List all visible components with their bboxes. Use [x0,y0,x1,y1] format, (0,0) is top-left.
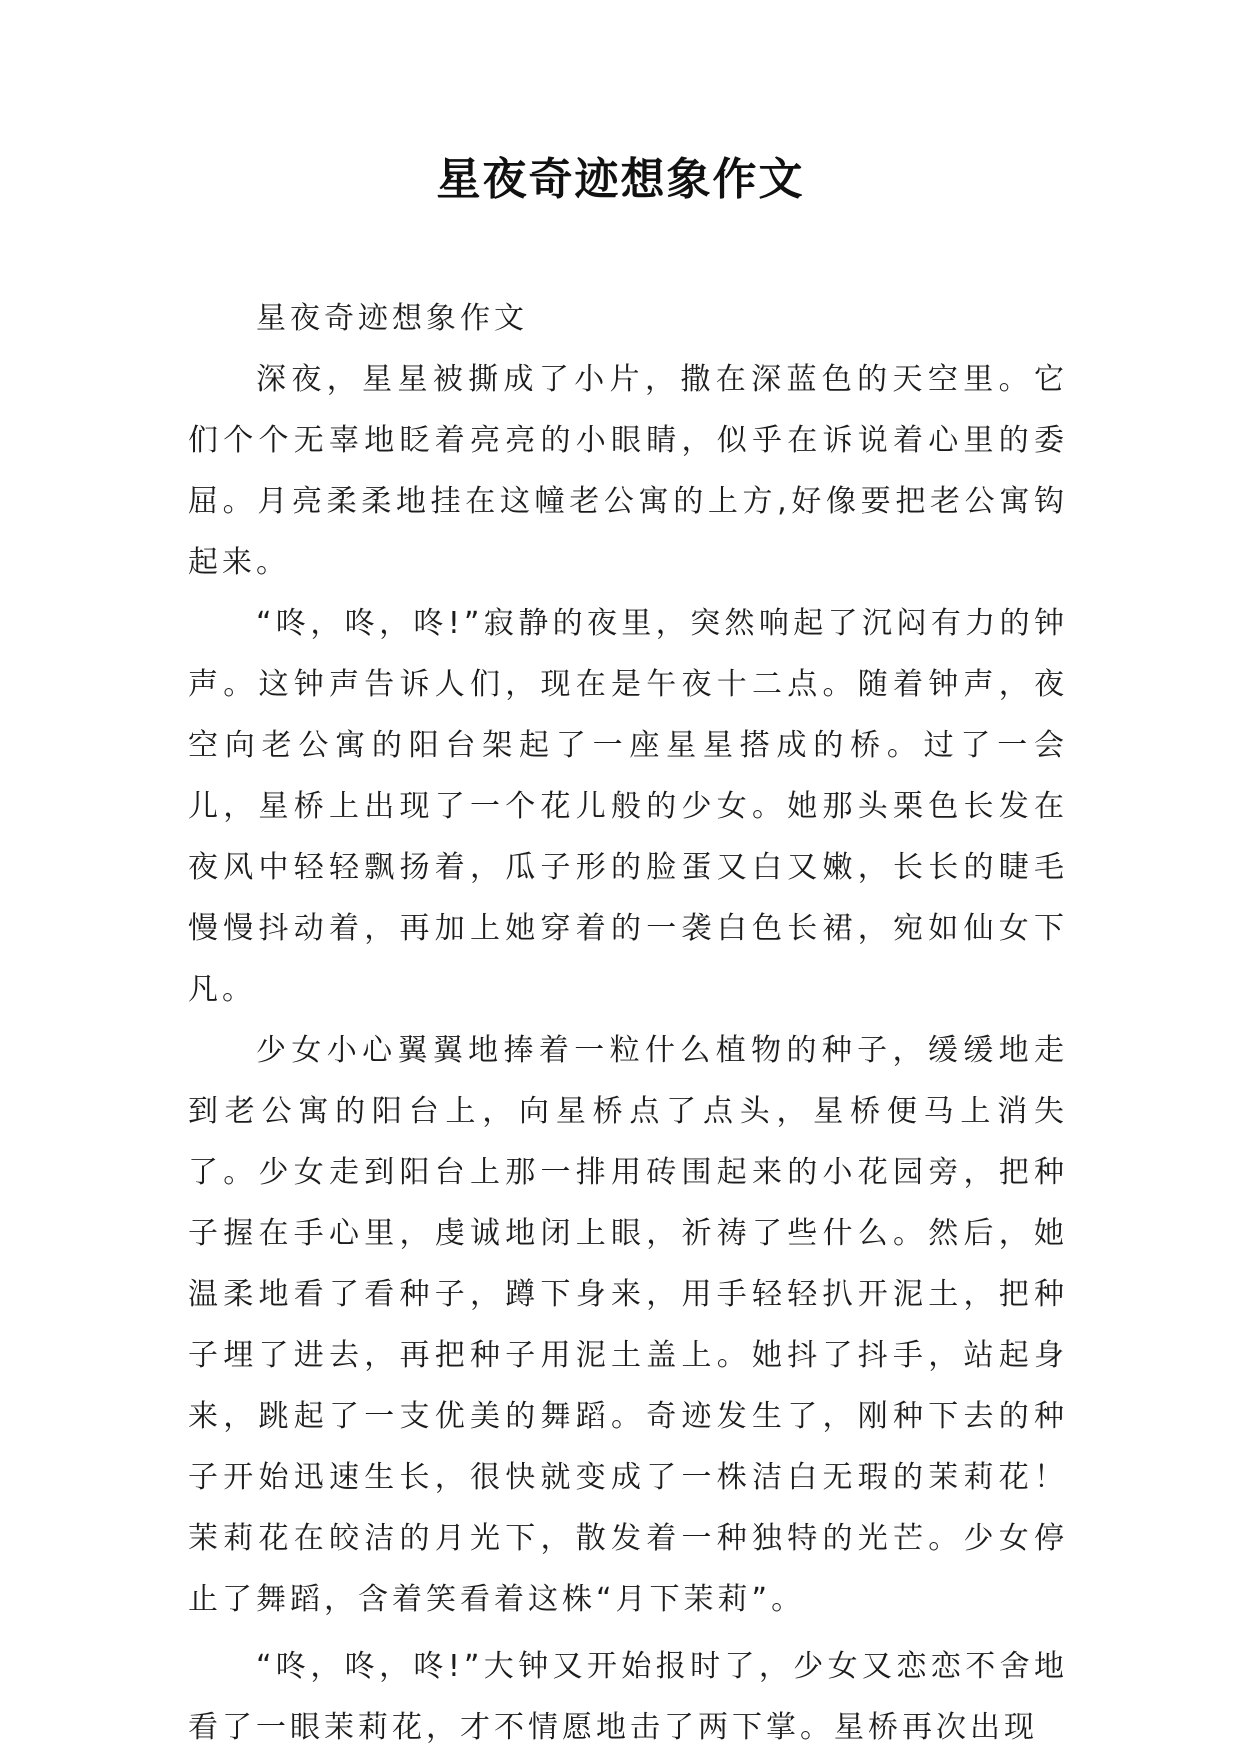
paragraph: 深夜，星星被撕成了小片，撒在深蓝色的天空里。它们个个无辜地眨着亮亮的小眼睛，似乎在诉说着心里的委屈。月亮柔柔地挂在这幢老公寓的上方,好像要把老公寓钩起来。 [188,362,1068,580]
paragraph: 少女小心翼翼地捧着一粒什么植物的种子，缓缓地走到老公寓的阳台上，向星桥点了点头，星桥便马上消失了。少女走到阳台上那一排用砖围起来的小花园旁，把种子握在手心里，虔诚地闭上眼，祈祷了些什么。然后，她温柔地看了看种子，蹲下身来，用手轻轻扒开泥土，把种子埋了进去，再把种子用泥土盖上。她抖了抖手，站起身来，跳起了一支优美的舞蹈。奇迹发生了，刚种下去的种子开始迅速生长，很快就变成了一株洁白无瑕的茉莉花！茉莉花在皎洁的月光下，散发着一种独特的光芒。少女停止了舞蹈，含着笑看着这株“月下茉莉”。 [188,1033,1068,1617]
document-title: 星夜奇迹想象作文 [436,154,805,205]
document-body [188,288,1068,1758]
paragraph: “咚，咚，咚!”大钟又开始报时了，少女又恋恋不舍地看了一眼茉莉花，才不情愿地击了两下掌。星桥再次出现 [188,1649,1068,1745]
paragraph-subtitle: 星夜奇迹想象作文 [256,301,528,336]
paragraph: “咚，咚，咚!”寂静的夜里，突然响起了沉闷有力的钟声。这钟声告诉人们，现在是午夜十二点。随着钟声，夜空向老公寓的阳台架起了一座星星搭成的桥。过了一会儿，星桥上出现了一个花儿般的少女。她那头栗色长发在夜风中轻轻飘扬着，瓜子形的脸蛋又白又嫩，长长的睫毛慢慢抖动着，再加上她穿着的一袭白色长裙，宛如仙女下凡。 [188,606,1068,1007]
